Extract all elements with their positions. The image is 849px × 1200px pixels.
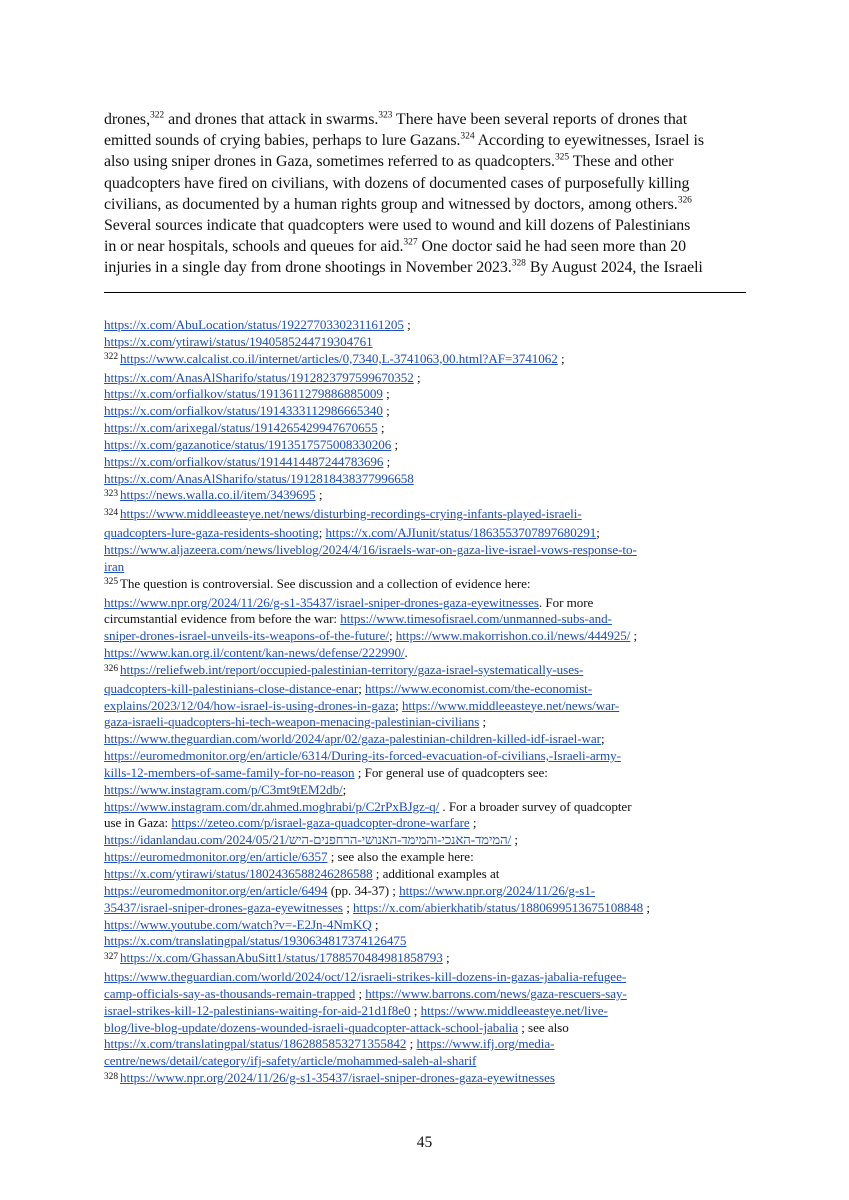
footnote-line bbox=[104, 748, 754, 765]
footnote-link[interactable]: https://x.com/abierkhatib/status/1880699513675108848 bbox=[353, 899, 644, 915]
text-run: ; see also bbox=[518, 1019, 569, 1035]
footnote-link[interactable]: sniper-drones-israel-unveils-its-weapons-of-the-future/ bbox=[104, 628, 389, 644]
footnote-link[interactable]: explains/2023/12/04/how-israel-is-using-drones-in-gaza bbox=[104, 697, 396, 713]
text-run: ; bbox=[596, 525, 600, 541]
footnote-reference: 324 bbox=[460, 130, 475, 142]
footnote-link[interactable]: quadcopters-lure-gaza-residents-shooting bbox=[104, 525, 319, 541]
footnote-line bbox=[104, 559, 754, 576]
footnote-link[interactable]: https://x.com/ytirawi/status/1802436588246286588 bbox=[104, 866, 373, 881]
text-run: . bbox=[404, 645, 408, 661]
footnote-number: 327 bbox=[104, 951, 118, 962]
footnote-line bbox=[104, 1003, 754, 1020]
footnote-link[interactable]: https://euromedmonitor.org/en/article/6357 bbox=[104, 849, 328, 865]
footnote-line bbox=[104, 917, 754, 934]
body-line bbox=[104, 194, 754, 215]
footnote-link[interactable]: blog/live-blog-update/dozens-wounded-israeli-quadcopter-attack-school-jabalia bbox=[104, 1019, 518, 1035]
footnote-link[interactable]: https://www.timesofisrael.com/unmanned-subs-and- bbox=[340, 611, 612, 627]
footnote-link[interactable]: https://euromedmonitor.org/en/article/6314/During-its-forced-evacuation-of-civilians,-Israeli-army- bbox=[104, 748, 621, 764]
footnote-link[interactable]: https://x.com/translatingpal/status/1862885853271355842 bbox=[104, 1036, 407, 1052]
footnote-line bbox=[104, 334, 754, 351]
text-run: ; bbox=[382, 403, 390, 419]
text-run: ; bbox=[395, 697, 402, 713]
footnote-line bbox=[104, 1053, 754, 1070]
footnote-line bbox=[104, 782, 754, 799]
text-run: ; bbox=[315, 487, 323, 503]
footnote-line bbox=[104, 681, 754, 698]
text-run: and drones that attack in swarms. bbox=[164, 111, 379, 128]
footnote-link[interactable]: https://x.com/translatingpal/status/1930634817374126475 bbox=[104, 933, 407, 949]
footnote-link[interactable]: https://x.com/AnasAlSharifo/status/1912818438377996658 bbox=[104, 470, 414, 486]
footnote-link[interactable]: https://idanlandau.com/2024/05/21/המימד-האנכי-והמימד-האנושי-הרחפנים-היש/ bbox=[104, 832, 512, 848]
footnote-line bbox=[104, 317, 754, 334]
footnote-link[interactable]: https://www.economist.com/the-economist- bbox=[365, 680, 593, 696]
footnote-line bbox=[104, 645, 754, 662]
text-run: ; bbox=[643, 899, 650, 915]
footnote-line bbox=[104, 698, 754, 715]
footnote-number: 328 bbox=[104, 1071, 118, 1082]
text-run: ; bbox=[388, 628, 396, 644]
footnote-number: 325 bbox=[104, 577, 118, 588]
footnote-line bbox=[104, 595, 754, 612]
text-run: ; bbox=[342, 899, 354, 915]
footnote-line bbox=[104, 487, 754, 506]
footnote-line bbox=[104, 525, 754, 542]
text-run: These and other bbox=[569, 153, 674, 171]
footnote-reference: 325 bbox=[554, 152, 570, 164]
footnote-link[interactable]: https://www.theguardian.com/world/2024/oct/12/israeli-strikes-kill-dozens-in-gazas-jabalia-refugee- bbox=[104, 969, 627, 985]
text-run: (pp. 34-37) ; bbox=[327, 882, 400, 898]
body-paragraph bbox=[104, 109, 754, 279]
body-line bbox=[104, 257, 754, 278]
footnote-link[interactable]: https://www.calcalist.co.il/internet/articles/0,7340,L-3741063,00.html?AF=3741062 bbox=[119, 350, 558, 366]
footnote-line bbox=[104, 799, 754, 816]
footnote-link[interactable]: https://news.walla.co.il/item/3439695 bbox=[119, 487, 316, 503]
text-run: ; bbox=[442, 950, 450, 966]
footnote-link[interactable]: https://www.aljazeera.com/news/liveblog/2024/4/16/israels-war-on-gaza-live-israel-vows-response-to- bbox=[104, 541, 637, 557]
footnote-line bbox=[104, 454, 754, 471]
footnote-link[interactable]: https://x.com/orfialkov/status/1913611279886885009 bbox=[104, 386, 383, 402]
footnote-link[interactable]: https://www.instagram.com/dr.ahmed.moghrabi/p/C2rPxBJgz-q/ bbox=[104, 798, 440, 814]
footnote-reference: 322 bbox=[150, 109, 165, 121]
footnote-line bbox=[104, 714, 754, 731]
text-run: ; bbox=[479, 714, 487, 730]
footnote-link[interactable]: https://x.com/gazanotice/status/1913517575008330206 bbox=[104, 436, 392, 452]
footnote-line bbox=[104, 866, 754, 883]
footnote-line bbox=[104, 542, 754, 559]
text-run: emitted sounds of crying babies, perhaps to lure Gazans. bbox=[104, 132, 461, 150]
footnote-link[interactable]: https://x.com/AbuLocation/status/1922770330231161205 bbox=[104, 317, 404, 332]
footnote-link[interactable]: https://x.com/AnasAlSharifo/status/1912823797599670352 bbox=[104, 369, 414, 385]
footnote-link[interactable]: https://www.npr.org/2024/11/26/g-s1- bbox=[399, 882, 596, 898]
footnote-line bbox=[104, 986, 754, 1003]
text-run: The question is controversial. See discussion and a collection of evidence here: bbox=[119, 575, 531, 591]
footnote-line bbox=[104, 370, 754, 387]
footnote-line bbox=[104, 950, 754, 969]
footnote-link[interactable]: https://www.kan.org.il/content/kan-news/defense/222990/ bbox=[104, 645, 405, 661]
text-run: civilians, as documented by a human rights group and witnessed by doctors, among others. bbox=[104, 195, 678, 213]
footnotes bbox=[104, 317, 754, 1089]
footnote-link[interactable]: https://www.ifj.org/media- bbox=[416, 1036, 555, 1052]
text-run: ; For general use of quadcopters see: bbox=[354, 764, 548, 780]
text-run: use in Gaza: bbox=[104, 815, 172, 831]
body-line bbox=[104, 130, 754, 151]
footnote-link[interactable]: kills-12-members-of-same-family-for-no-reason bbox=[104, 764, 355, 780]
footnote-reference: 323 bbox=[378, 109, 393, 121]
text-run: ; bbox=[469, 815, 477, 831]
footnote-number: 326 bbox=[104, 663, 118, 674]
footnote-line bbox=[104, 933, 754, 950]
text-run: ; bbox=[355, 985, 366, 1001]
footnote-number: 324 bbox=[104, 507, 118, 518]
footnote-reference: 327 bbox=[403, 236, 418, 248]
footnote-line bbox=[104, 628, 754, 645]
footnote-link[interactable]: centre/news/detail/category/ifj-safety/article/mohammed-saleh-al-sharif bbox=[104, 1053, 477, 1069]
text-run: . For more bbox=[538, 594, 594, 610]
footnote-link[interactable]: https://x.com/AJIunit/status/1863553707897680291 bbox=[325, 525, 597, 541]
footnote-reference: 328 bbox=[511, 258, 526, 270]
footnote-link[interactable]: https://www.npr.org/2024/11/26/g-s1-35437/israel-sniper-drones-gaza-eyewitnesses bbox=[119, 1070, 555, 1086]
body-line bbox=[104, 151, 754, 172]
footnote-line bbox=[104, 437, 754, 454]
text-run: drones, bbox=[104, 111, 150, 128]
footnote-line bbox=[104, 403, 754, 420]
text-run: Several sources indicate that quadcopters were used to wound and kill dozens of Palestinians bbox=[104, 217, 691, 235]
footnote-link[interactable]: https://x.com/GhassanAbuSitt1/status/1788570484981858793 bbox=[119, 950, 443, 966]
footnote-link[interactable]: quadcopters-kill-palestinians-close-distance-enar bbox=[104, 680, 359, 696]
text-run: in or near hospitals, schools and queues for aid. bbox=[104, 238, 404, 256]
text-run: quadcopters have fired on civilians, with dozens of documented cases of purposefully killing bbox=[104, 174, 690, 192]
text-run: ; bbox=[630, 628, 638, 644]
text-run: ; bbox=[557, 350, 565, 366]
text-run: ; bbox=[383, 453, 391, 469]
text-run: ; bbox=[406, 1036, 417, 1052]
footnote-link[interactable]: https://euromedmonitor.org/en/article/6494 bbox=[104, 882, 328, 898]
text-run: ; bbox=[511, 832, 519, 848]
footnote-line bbox=[104, 506, 754, 525]
footnote-line bbox=[104, 815, 754, 832]
footnote-link[interactable]: https://x.com/orfialkov/status/1914333112986665340 bbox=[104, 403, 383, 419]
footnote-line bbox=[104, 386, 754, 403]
footnote-line bbox=[104, 1020, 754, 1037]
footnote-link[interactable]: https://www.makorrishon.co.il/news/444925/ bbox=[395, 628, 631, 644]
footnote-line bbox=[104, 765, 754, 782]
text-run: ; bbox=[377, 420, 385, 436]
text-run: According to eyewitnesses, Israel is bbox=[474, 132, 704, 150]
footnote-link[interactable]: https://www.middleeasteye.net/live- bbox=[420, 1002, 608, 1018]
footnote-line bbox=[104, 1070, 754, 1089]
footnote-link[interactable]: iran bbox=[104, 558, 125, 574]
footnote-number: 323 bbox=[104, 489, 118, 500]
text-run: ; additional examples at bbox=[372, 866, 500, 881]
text-run: injuries in a single day from drone shootings in November 2023. bbox=[104, 259, 512, 277]
body-line bbox=[104, 215, 754, 236]
text-run: ; bbox=[318, 525, 326, 541]
footnote-line bbox=[104, 883, 754, 900]
text-run: ; bbox=[358, 680, 366, 696]
footnote-line bbox=[104, 611, 754, 628]
footnote-link[interactable]: https://x.com/ytirawi/status/1940585244719304761 bbox=[104, 333, 373, 349]
text-run: also using sniper drones in Gaza, sometimes referred to as quadcopters. bbox=[104, 153, 555, 171]
text-run: One doctor said he had seen more than 20 bbox=[417, 238, 687, 256]
text-run: ; see also the example here: bbox=[327, 849, 474, 865]
footnote-link[interactable]: https://reliefweb.int/report/occupied-palestinian-territory/gaza-israel-systematically-uses- bbox=[119, 661, 584, 677]
text-run: ; bbox=[403, 317, 411, 332]
footnote-link[interactable]: https://zeteo.com/p/israel-gaza-quadcopter-drone-warfare bbox=[171, 815, 470, 831]
footnote-line bbox=[104, 832, 754, 849]
text-run: ; bbox=[382, 386, 390, 402]
footnote-number: 322 bbox=[104, 352, 118, 363]
footnote-line bbox=[104, 662, 754, 681]
footnote-link[interactable]: camp-officials-say-as-thousands-remain-trapped bbox=[104, 985, 356, 1001]
footnote-line bbox=[104, 731, 754, 748]
text-run: ; bbox=[413, 369, 421, 385]
text-run: There have been several reports of drones that bbox=[392, 111, 688, 128]
footnote-line bbox=[104, 351, 754, 370]
footnote-line bbox=[104, 849, 754, 866]
footnote-line bbox=[104, 1036, 754, 1053]
page-number: 45 bbox=[416, 1134, 433, 1151]
text-run: ; bbox=[371, 916, 379, 932]
body-line bbox=[104, 109, 754, 130]
footnote-line bbox=[104, 576, 754, 595]
footnote-line bbox=[104, 969, 754, 986]
footnote-link[interactable]: https://www.theguardian.com/world/2024/apr/02/gaza-palestinian-children-killed-idf-israel-war bbox=[104, 731, 601, 747]
text-run: ; bbox=[601, 731, 605, 747]
text-run: . For a broader survey of quadcopter bbox=[439, 798, 632, 814]
footnote-link[interactable]: 35437/israel-sniper-drones-gaza-eyewitnesses bbox=[104, 899, 343, 915]
footnote-link[interactable]: https://x.com/arixegal/status/1914265429947670655 bbox=[104, 420, 378, 436]
text-run: By August 2024, the Israeli bbox=[525, 259, 703, 277]
text-run: circumstantial evidence from before the war: bbox=[104, 611, 341, 627]
footnote-link[interactable]: https://www.barrons.com/news/gaza-rescuers-say- bbox=[365, 985, 627, 1001]
footnote-link[interactable]: https://www.middleeasteye.net/news/disturbing-recordings-crying-infants-played-israeli- bbox=[119, 506, 582, 522]
footnote-line bbox=[104, 420, 754, 437]
footnote-link[interactable]: https://x.com/orfialkov/status/1914414487244783696 bbox=[104, 453, 384, 469]
footnote-link[interactable]: https://www.youtube.com/watch?v=-E2Jn-4NmKQ bbox=[104, 916, 372, 932]
footnote-link[interactable]: gaza-israeli-quadcopters-hi-tech-weapon-menacing-palestinian-civilians bbox=[104, 714, 480, 730]
footnote-line bbox=[104, 471, 754, 488]
footnote-separator bbox=[104, 292, 746, 293]
footnote-line bbox=[104, 900, 754, 917]
text-run: ; bbox=[391, 436, 399, 452]
footnote-link[interactable]: https://www.instagram.com/p/C3mt9tEM2db/ bbox=[104, 781, 343, 797]
footnote-link[interactable]: https://www.npr.org/2024/11/26/g-s1-35437/israel-sniper-drones-gaza-eyewitnesses bbox=[104, 594, 539, 610]
footnote-link[interactable]: https://www.middleeasteye.net/news/war- bbox=[401, 697, 620, 713]
body-line bbox=[104, 236, 754, 257]
text-run: ; bbox=[342, 781, 347, 797]
body-line bbox=[104, 173, 754, 194]
footnote-link[interactable]: israel-strikes-kill-12-palestinians-waiting-for-aid-21d1f8e0 bbox=[104, 1002, 411, 1018]
text-run: ; bbox=[410, 1002, 421, 1018]
footnote-reference: 326 bbox=[677, 194, 692, 206]
